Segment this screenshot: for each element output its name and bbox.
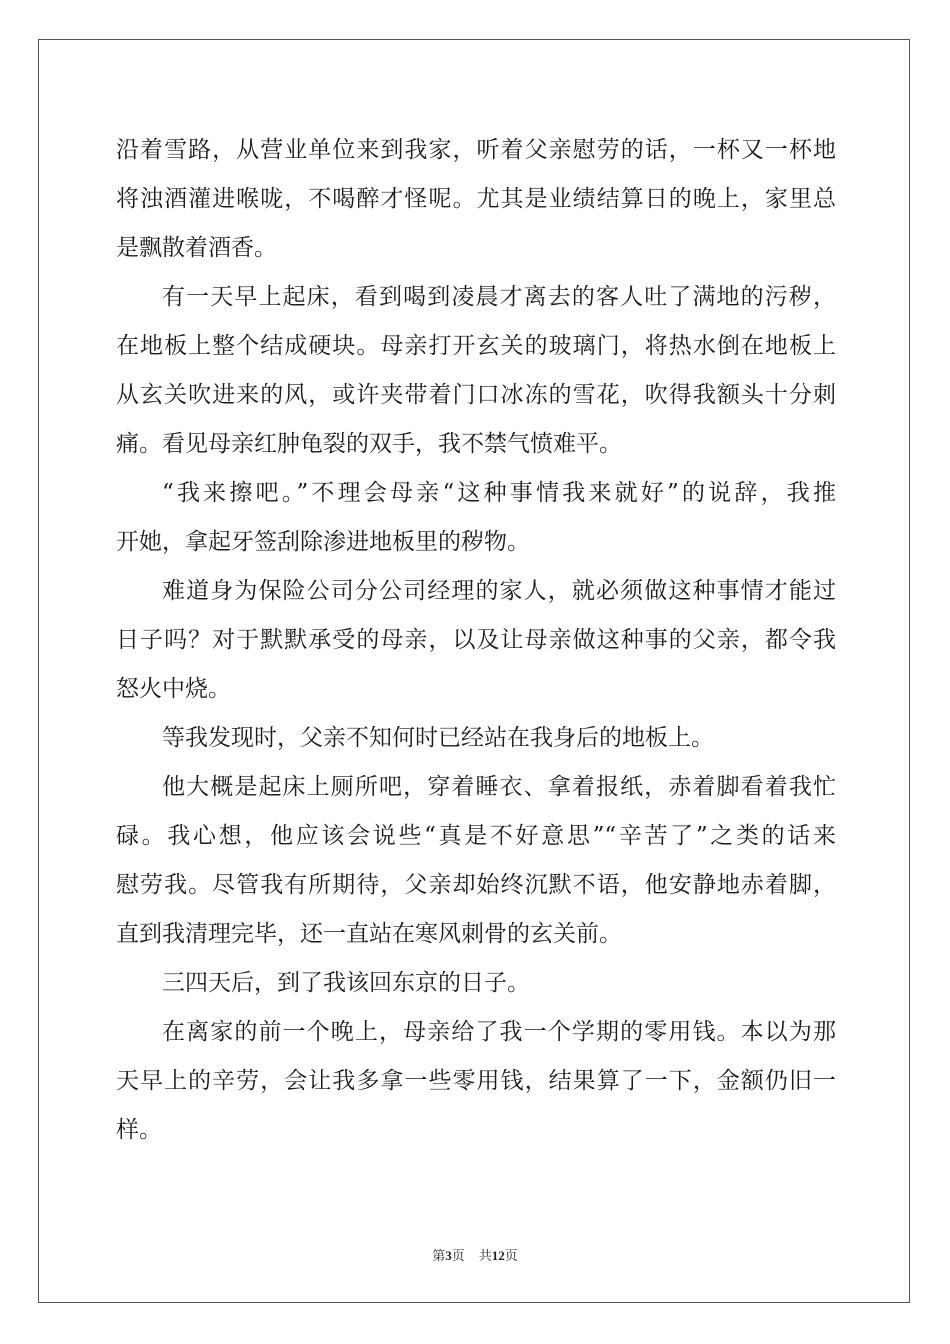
total-suffix: 页	[504, 1248, 518, 1263]
document-body	[116, 126, 836, 1155]
text-line: 痛。看见母亲红肿龟裂的双手，我不禁气愤难平。	[116, 431, 622, 457]
page-suffix: 页	[451, 1248, 465, 1263]
text-line: 样。	[116, 1117, 162, 1143]
paragraph-first-line: 三四天后，到了我该回东京的日子。	[162, 970, 530, 996]
paragraph-first-line: 难道身为保险公司分公司经理的家人，就必须做这种事情才能过	[162, 578, 836, 604]
text-line: 碌。我心想，他应该会说些“真是不好意思”“辛苦了”之类的话来	[116, 823, 836, 849]
paragraph-first-line: 他大概是起床上厕所吧，穿着睡衣、拿着报纸，赤着脚看着我忙	[162, 774, 836, 800]
text-line: 在地板上整个结成硬块。母亲打开玄关的玻璃门，将热水倒在地板上	[116, 333, 836, 359]
paragraph-first-line: 有一天早上起床，看到喝到凌晨才离去的客人吐了满地的污秽，	[162, 284, 836, 310]
text-line: 是飘散着酒香。	[116, 235, 277, 261]
text-line: 天早上的辛劳，会让我多拿一些零用钱，结果算了一下，金额仍旧一	[116, 1068, 836, 1094]
paragraph-first-line: 等我发现时，父亲不知何时已经站在我身后的地板上。	[162, 725, 714, 751]
text-line: 怒火中烧。	[116, 676, 231, 702]
page-prefix: 第	[432, 1248, 446, 1263]
text-line: 从玄关吹进来的风，或许夹带着门口冰冻的雪花，吹得我额头十分刺	[116, 382, 836, 408]
text-line: 慰劳我。尽管我有所期待，父亲却始终沉默不语，他安静地赤着脚，	[116, 872, 836, 898]
text-line: 日子吗？对于默默承受的母亲，以及让母亲做这种事的父亲，都令我	[116, 627, 836, 653]
text-line: 将浊酒灌进喉咙，不喝醉才怪呢。尤其是业绩结算日的晚上，家里总	[116, 186, 836, 212]
page-footer	[0, 1246, 950, 1266]
text-line: 沿着雪路，从营业单位来到我家，听着父亲慰劳的话，一杯又一杯地	[116, 137, 836, 163]
page-number: 3	[445, 1248, 452, 1263]
total-prefix: 共	[478, 1248, 492, 1263]
text-line: 直到我清理完毕，还一直站在寒风刺骨的玄关前。	[116, 921, 622, 947]
total-pages: 12	[491, 1248, 505, 1263]
paragraph-first-line: “我来擦吧。”不理会母亲“这种事情我来就好”的说辞，我推	[162, 480, 836, 506]
text-line: 开她，拿起牙签刮除渗进地板里的秽物。	[116, 529, 530, 555]
paragraph-first-line: 在离家的前一个晚上，母亲给了我一个学期的零用钱。本以为那	[162, 1019, 836, 1045]
